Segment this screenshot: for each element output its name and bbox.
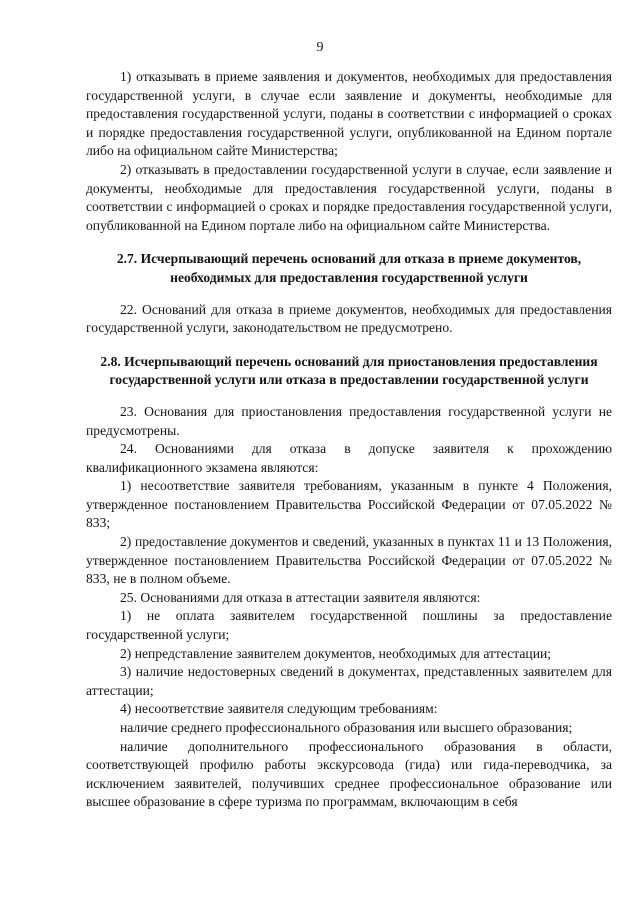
section-heading-2-7: 2.7. Исчерпывающий перечень оснований для отказа в приеме документов, необходимых для предоставления государственной услуги — [116, 251, 582, 285]
paragraph-refusal-acceptance: 1) отказывать в приеме заявления и документов, необходимых для предоставления государственной услуги, в случае если заявление и документы, необходимые для предоставления государственной услуги, поданы в соответствии с информацией о сроках и порядке предоставления государственной услуги, опубликованной на Едином портале либо на официальном сайте Министерства; — [86, 69, 612, 159]
requirement-education — [86, 719, 612, 738]
paragraph-24: 24. Основаниями для отказа в допуске заявителя к прохождению квалификационного экзамена являются: — [86, 441, 612, 475]
paragraph-22: 22. Оснований для отказа в приеме документов, необходимых для предоставления государственной услуги, законодательством не предусмотрено. — [86, 301, 612, 336]
list-item-25-2: 2) непредставление заявителем документов, необходимых для аттестации; — [120, 645, 552, 661]
list-item-24-1: 1) несоответствие заявителя требованиям, указанным в пункте 4 Положения, утвержденное постановлением Правительства Российской Федерации от 07.05.2022 № 833; — [86, 478, 612, 531]
list-item-25-4: 4) несоответствие заявителя следующим требованиям: — [120, 701, 438, 717]
section-heading-2-8: 2.8. Исчерпывающий перечень оснований для приостановления предоставления государственной услуги или отказа в предоставлении государственной услуги — [100, 353, 598, 388]
requirement-education-text: наличие среднего профессионального образования или высшего — [120, 720, 494, 735]
paragraph-refusal-provision: 2) отказывать в предоставлении государственной услуги в случае, если заявление и документы, необходимые для предоставления государственной услуги, поданы в соответствии с информацией о сроках и порядке предоставления государственной услуги, опубликованной на Едином портале либо на официальном сайте Министерства. — [86, 161, 612, 233]
spacer — [86, 338, 612, 353]
paragraph-25: 25. Основаниями для отказа в аттестации заявителя являются: — [120, 589, 481, 605]
page-number: 9 — [316, 40, 324, 55]
spacer — [86, 390, 612, 403]
paragraph-23: 23. Основания для приостановления предоставления государственной услуги не предусмотрены. — [86, 403, 612, 438]
document-body — [86, 68, 612, 812]
requirement-additional-education: наличие дополнительного профессионального образования в области, соответствующей профилю работы экскурсовода (гида) или гида-переводчика, за исключением заявителей, получивших среднее профессиональное образование или высшее образование в сфере туризма по программам, включающим в себя — [86, 738, 612, 810]
list-item-25-1: 1) не оплата заявителем государственной пошлины за предоставление государственной услуги; — [86, 608, 612, 643]
list-item-25-3: 3) наличие недостоверных сведений в документах, представленных заявителем для аттестации; — [86, 664, 612, 698]
spacer — [86, 235, 612, 250]
spacer — [86, 288, 612, 301]
list-item-24-2: 2) предоставление документов и сведений, указанных в пунктах 11 и 13 Положения, утвержденное постановлением Правительства Российской Федерации от 07.05.2022 № 833, не в полном объеме. — [86, 534, 612, 587]
requirement-education-continuation: образования; — [496, 720, 573, 735]
